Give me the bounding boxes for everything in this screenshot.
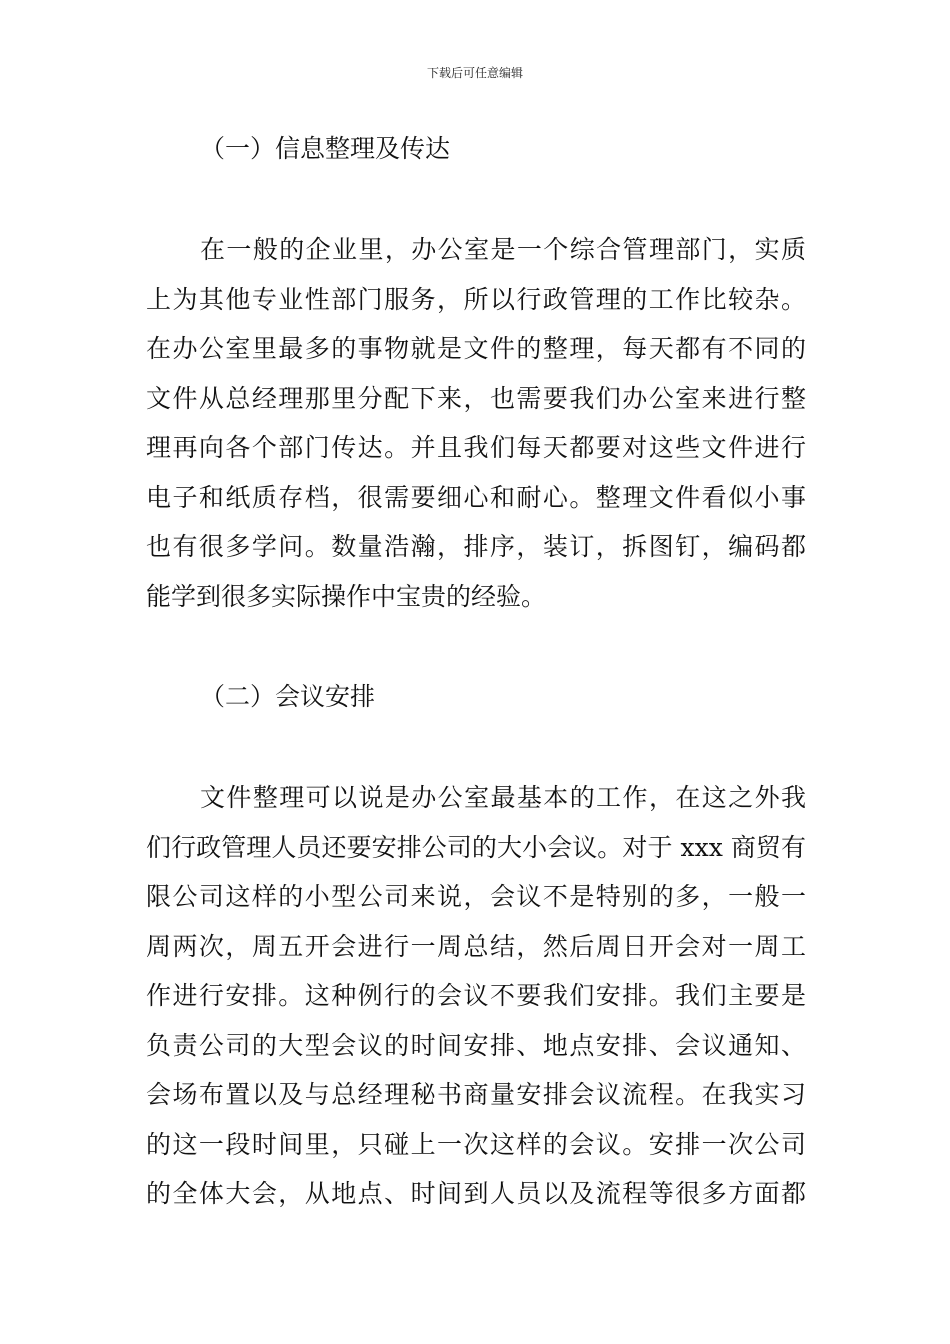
paragraph-info-handling: [146, 225, 806, 621]
paragraph-line: 负责公司的大型会议的时间安排、地点安排、会议通知、: [146, 1030, 806, 1060]
paragraph-line: 文件从总经理那里分配下来，也需要我们办公室来进行整: [146, 383, 806, 413]
page-header-note: 下载后可任意编辑: [426, 66, 523, 80]
paragraph-meeting-arrangement: [146, 773, 806, 1219]
paragraph-line: 的全体大会，从地点、时间到人员以及流程等很多方面都: [146, 1179, 806, 1208]
paragraph-line: 会场布置以及与总经理秘书商量安排会议流程。在我实习: [146, 1080, 806, 1109]
paragraph-line: 们行政管理人员还要安排公司的大小会议。对于 xxx 商贸有: [146, 832, 806, 862]
paragraph-line: 周两次，周五开会进行一周总结，然后周日开会对一周工: [146, 931, 806, 961]
paragraph-line: 上为其他专业性部门服务，所以行政管理的工作比较杂。: [146, 284, 806, 314]
section-heading-info: （一）信息整理及传达: [200, 134, 451, 163]
paragraph-line: 也有很多学问。数量浩瀚，排序，装订，拆图钉，编码都: [146, 532, 806, 561]
paragraph-line: 能学到很多实际操作中宝贵的经验。: [146, 581, 547, 611]
paragraph-line: 限公司这样的小型公司来说，会议不是特别的多，一般一: [146, 882, 806, 911]
paragraph-line: 文件整理可以说是办公室最基本的工作，在这之外我: [200, 783, 806, 812]
paragraph-line: 在一般的企业里，办公室是一个综合管理部门，实质: [200, 235, 806, 264]
paragraph-line: 作进行安排。这种例行的会议不要我们安排。我们主要是: [146, 981, 806, 1010]
paragraph-line: 电子和纸质存档，很需要细心和耐心。整理文件看似小事: [146, 482, 806, 512]
paragraph-line: 在办公室里最多的事物就是文件的整理，每天都有不同的: [146, 334, 806, 363]
paragraph-line: 理再向各个部门传达。并且我们每天都要对这些文件进行: [146, 433, 806, 462]
paragraph-line: 的这一段时间里，只碰上一次这样的会议。安排一次公司: [146, 1129, 806, 1159]
section-heading-meetings: （二）会议安排: [200, 682, 376, 711]
